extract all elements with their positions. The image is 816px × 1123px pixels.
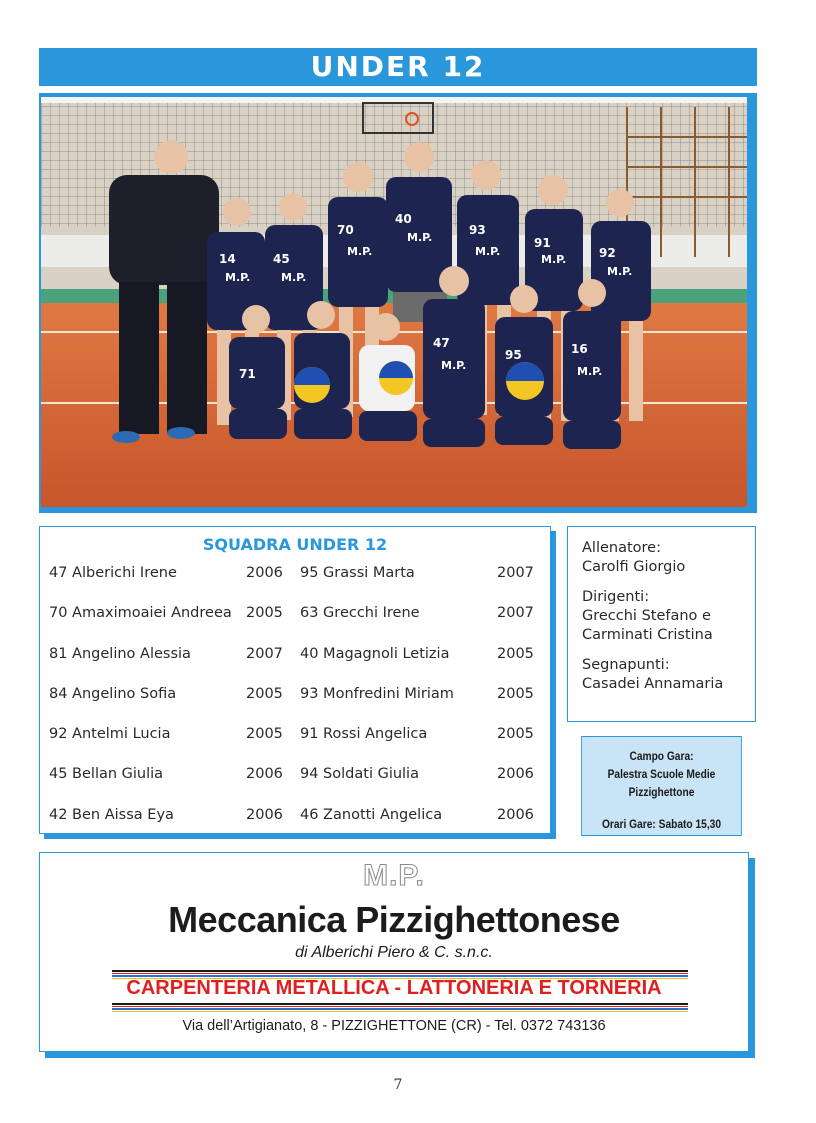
player-name: 95 Grassi Marta [300, 565, 415, 581]
player-year: 2005 [497, 645, 534, 662]
roster-panel [39, 526, 551, 834]
player-year: 2007 [246, 645, 283, 662]
player-year: 2005 [497, 685, 534, 702]
jersey-logo: M.P. [441, 359, 467, 372]
roster-entry [300, 563, 542, 603]
jersey-number: 45 [273, 252, 290, 266]
player-name: 93 Monfredini Miriam [300, 685, 454, 702]
player-name: 46 Zanotti Angelica [300, 806, 443, 823]
player-year: 2007 [497, 565, 534, 581]
player-name: 94 Soldati Giulia [300, 766, 419, 783]
jersey-number: 40 [395, 212, 412, 226]
player-name: 92 Antelmi Lucia [49, 726, 171, 743]
roster-entry [300, 603, 542, 643]
venue-panel [581, 736, 742, 836]
player-year: 2006 [246, 766, 283, 783]
roster-entry [49, 764, 291, 804]
player-year: 2006 [497, 806, 534, 823]
scorer-label: Segnapunti: [582, 657, 670, 673]
team-photo [41, 97, 747, 507]
coach-label: Allenatore: [582, 540, 661, 556]
jersey-logo: M.P. [475, 245, 501, 258]
roster-entry [300, 805, 542, 845]
scorer-name: Casadei Annamaria [582, 676, 724, 692]
jersey-logo: M.P. [407, 231, 433, 244]
jersey-number: 71 [239, 367, 256, 381]
roster-column-left [49, 563, 291, 845]
player-name: 84 Angelino Sofia [49, 685, 177, 702]
player-name: 70 Amaximoaiei Andreea [49, 605, 232, 622]
jersey-number: 70 [337, 223, 354, 237]
staff-panel [567, 526, 756, 722]
player-name: 81 Angelino Alessia [49, 645, 191, 662]
roster-entry [300, 644, 542, 684]
sponsor-address: Via dell’Artigianato, 8 - PIZZIGHETTONE (CR) - Tel. 0372 743136 [182, 1018, 606, 1034]
roster-entry [49, 805, 291, 845]
jersey-logo: M.P. [281, 271, 307, 284]
jersey-logo: M.P. [225, 271, 251, 284]
player-year: 2005 [246, 685, 283, 702]
player-year: 2006 [497, 766, 534, 783]
jersey-logo: M.P. [541, 253, 567, 266]
player-year: 2005 [246, 605, 283, 622]
jersey-logo: M.P. [577, 365, 603, 378]
page-number: 7 [393, 1077, 403, 1093]
jersey-number: 47 [433, 336, 450, 350]
jersey-number: 92 [599, 246, 616, 260]
roster-entry [300, 684, 542, 724]
player-name: 91 Rossi Angelica [300, 726, 428, 743]
player-year: 2006 [246, 806, 283, 823]
player-year: 2007 [497, 605, 534, 622]
sponsor-ad [39, 852, 749, 1052]
jersey-number: 93 [469, 223, 486, 237]
jersey-number: 91 [534, 236, 551, 250]
player-name: 45 Bellan Giulia [49, 766, 164, 783]
stripe-divider-bottom [112, 1003, 688, 1013]
player-year: 2006 [246, 565, 283, 581]
roster-entry [300, 724, 542, 764]
player-year: 2005 [497, 726, 534, 743]
scorer-block [582, 656, 741, 694]
player-name: 40 Magagnoli Letizia [300, 645, 450, 662]
sponsor-logo: M.P. [363, 859, 425, 892]
roster-entry [300, 764, 542, 804]
roster-entry [49, 684, 291, 724]
section-title: UNDER 12 [310, 50, 486, 83]
jersey-logo: M.P. [607, 265, 633, 278]
roster-entry [49, 563, 291, 603]
venue-schedule: Orari Gare: Sabato 15,30 [601, 817, 722, 831]
managers-names-line2: Carminati Cristina [582, 627, 713, 643]
sponsor-services: CARPENTERIA METALLICA - LATTONERIA E TORNERIA [126, 977, 662, 999]
venue-label: Campo Gara: [629, 749, 694, 763]
jersey-logo: M.P. [347, 245, 373, 258]
player-name: 47 Alberichi Irene [49, 565, 177, 581]
sponsor-company-name: Meccanica Pizzighettonese [168, 899, 620, 940]
roster-entry [49, 603, 291, 643]
player-year: 2005 [246, 726, 283, 743]
coach-block [582, 539, 741, 577]
managers-label: Dirigenti: [582, 589, 650, 605]
managers-block [582, 588, 741, 645]
venue-place: Palestra Scuole Medie Pizzighettone [607, 767, 716, 799]
coach-name: Carolfi Giorgio [582, 559, 686, 575]
roster-entry [49, 644, 291, 684]
team-photo-illustration [41, 97, 747, 507]
roster-entry [49, 724, 291, 764]
roster-column-right [300, 563, 542, 845]
managers-names-line1: Grecchi Stefano e [582, 608, 711, 624]
player-name: 63 Grecchi Irene [300, 605, 420, 622]
player-name: 42 Ben Aissa Eya [49, 806, 174, 823]
section-title-banner [39, 48, 757, 86]
jersey-number: 14 [219, 252, 236, 266]
roster-title: SQUADRA UNDER 12 [202, 535, 388, 554]
sponsor-owner: di Alberichi Piero & C. s.n.c. [295, 944, 493, 961]
jersey-number: 16 [571, 342, 588, 356]
jersey-number: 95 [505, 348, 522, 362]
